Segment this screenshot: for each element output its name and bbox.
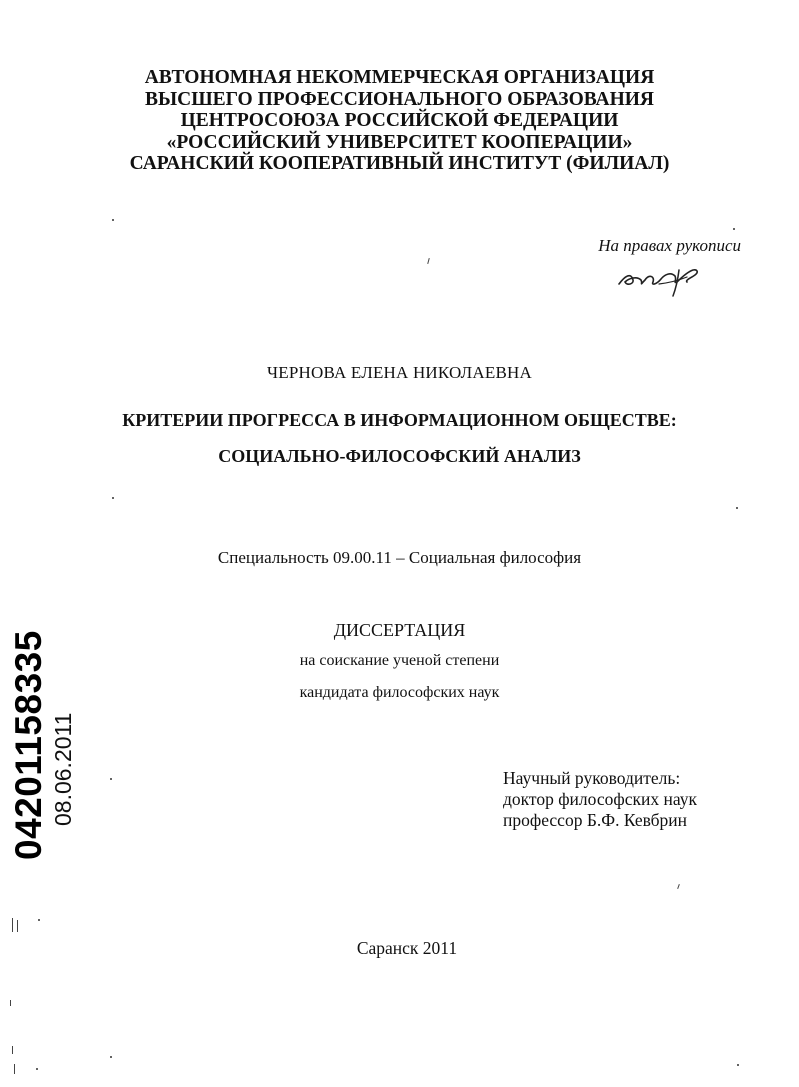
library-stamp-date: 08.06.2011 bbox=[50, 712, 76, 826]
degree-line-1: на соискание ученой степени bbox=[299, 652, 500, 669]
organization-header bbox=[0, 67, 799, 175]
dissertation-title bbox=[0, 402, 799, 474]
supervisor-block bbox=[503, 768, 697, 831]
organization-line-4: «РОССИЙСКИЙ УНИВЕРСИТЕТ КООПЕРАЦИИ» bbox=[166, 131, 633, 153]
scan-speck bbox=[427, 258, 430, 264]
scan-speck bbox=[112, 219, 114, 221]
organization-line-5: САРАНСКИЙ КООПЕРАТИВНЫЙ ИНСТИТУТ (ФИЛИАЛ) bbox=[129, 153, 670, 174]
library-stamp-number: 04201158335 bbox=[8, 630, 49, 860]
scan-speck bbox=[110, 1056, 112, 1058]
supervisor-degree: доктор философских наук bbox=[503, 789, 697, 809]
scan-speck bbox=[12, 1046, 13, 1054]
scan-speck bbox=[736, 507, 738, 509]
scan-speck bbox=[737, 1064, 739, 1066]
scan-speck bbox=[10, 1000, 11, 1006]
title-line-1: КРИТЕРИИ ПРОГРЕССА В ИНФОРМАЦИОННОМ ОБЩЕСТВЕ: bbox=[122, 410, 677, 430]
rights-note: На правах рукописи bbox=[598, 236, 741, 255]
handwritten-signature bbox=[615, 262, 705, 298]
scan-speck bbox=[14, 1064, 15, 1074]
degree-line-2: кандидата философских наук bbox=[299, 684, 500, 701]
scan-speck bbox=[12, 918, 13, 932]
scan-speck bbox=[112, 497, 114, 499]
scan-speck bbox=[38, 919, 40, 921]
supervisor-label: Научный руководитель: bbox=[503, 768, 681, 788]
city-year: Саранск 2011 bbox=[356, 938, 458, 958]
dissertation-type: ДИССЕРТАЦИЯ bbox=[333, 620, 466, 640]
title-line-2: СОЦИАЛЬНО-ФИЛОСОФСКИЙ АНАЛИЗ bbox=[218, 446, 581, 466]
scan-speck bbox=[17, 920, 18, 932]
organization-line-2: ВЫСШЕГО ПРОФЕССИОНАЛЬНОГО ОБРАЗОВАНИЯ bbox=[144, 88, 655, 110]
organization-line-1: АВТОНОМНАЯ НЕКОММЕРЧЕСКАЯ ОРГАНИЗАЦИЯ bbox=[144, 67, 655, 88]
scan-speck bbox=[677, 884, 680, 889]
specialty: Специальность 09.00.11 – Социальная философия bbox=[217, 548, 582, 567]
scan-speck bbox=[110, 778, 112, 780]
scan-speck bbox=[36, 1068, 38, 1070]
author-name: ЧЕРНОВА ЕЛЕНА НИКОЛАЕВНА bbox=[267, 363, 532, 382]
supervisor-name: профессор Б.Ф. Кевбрин bbox=[503, 810, 688, 830]
scan-speck bbox=[733, 228, 735, 230]
organization-line-3: ЦЕНТРОСОЮЗА РОССИЙСКОЙ ФЕДЕРАЦИИ bbox=[180, 110, 619, 131]
